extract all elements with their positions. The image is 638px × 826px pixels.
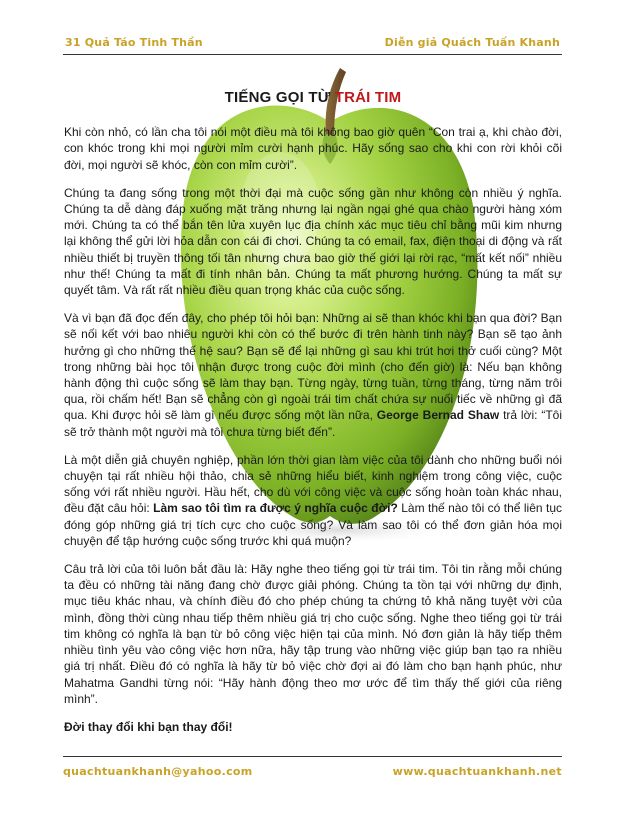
closing-line: Đời thay đổi khi bạn thay đổi! [64, 719, 233, 734]
paragraph-3-name-bold: George Bernad Shaw [376, 408, 500, 423]
book-title: 31 Quả Táo Tinh Thần [65, 36, 203, 49]
paragraph-4-question-bold: Làm sao tôi tìm ra được ý nghĩa cuộc đời? [153, 501, 398, 516]
paragraph-2: Chúng ta đang sống trong một thời đại mà cuộc sống gần như không còn nhiều ý nghĩa. Chúng ta dễ dàng đáp xuống mặt trăng nhưng lại ngần ngại ghé qua chào người hàng xóm mới. Chúng ta có thể bắn tên lửa xuyên lục địa chính xác mục tiêu chỉ bằng mũi kim nhưng lại không thể gửi lời hỏa dẫn con cái đi chơi. Chúng ta có email, fax, điện thoại di động và rất nhiều thiết bị truyền thông tối tân nhưng chưa bao giờ thế giới lại rời rạc, “mất kết nối” nhiều như thế! Chúng ta mất đi tính nhân bản. Chúng ta mất phương hướng. Chúng ta mất sự quyết tâm. Và rất rất nhiều điều quan trọng khác của cuộc sống. [64, 185, 562, 298]
paragraph-1: Khi còn nhỏ, có lần cha tôi nói một điều mà tôi không bao giờ quên “Con trai ạ, khi chào đời, con khóc trong khi mọi người mỉm cười hạnh phúc. Hãy sống sao cho khi con rời khỏi cõi đời, mọi người sẽ khóc, còn con mỉm cười”. [64, 125, 562, 172]
paragraph-3 [64, 310, 562, 440]
paragraph-3-text-a: Và vì bạn đã đọc đến đây, cho phép tôi hỏi bạn: Những ai sẽ than khóc khi bạn qua đời? Bạn sẽ nối kết với bao nhiêu người khi còn có thể bước đi trên hành tinh này? Bạn sẽ tạo ảnh hưởng gì cho những thế hệ sau? Bạn sẽ để lại những gì sau khi trút hơi thở cuối cùng? Một trong những bài học tôi nhận được trong cuộc đời mình (cho đến giờ) là: Nếu bạn không hành động thì cuộc sống sẽ làm thay bạn. Từng ngày, từng tuần, từng tháng, từng năm trôi qua, rồi chấm hết! Bạn sẽ chẳng còn gì ngoài trái tim chất chứa sự nuối tiếc về những gì đã qua. Khi được hỏi sẽ làm gì nếu được sống một lần nữa, [64, 311, 562, 423]
footer-website: www.quachtuankhanh.net [392, 765, 562, 778]
paragraph-3-text-b: trả lời: “Tôi sẽ trở thành một người mà tôi chưa từng biết đến”. [64, 408, 562, 439]
footer-email: quachtuankhanh@yahoo.com [63, 765, 253, 778]
article-title [64, 90, 562, 106]
page-footer [63, 763, 562, 781]
paragraph-5: Câu trả lời của tôi luôn bắt đầu là: Hãy nghe theo tiếng gọi từ trái tim. Tôi tin rằng mỗi chúng ta đều có những tài năng đang chờ được giải phóng. Chúng ta tồn tại với những dự định, mục tiêu khác nhau, và chính điều đó cho phép chúng ta chứng tỏ khả năng tuyệt vời của mình, đồng thời cùng nhau tiếp thêm nhiều giá trị cho cuộc sống. Nghe theo tiếng gọi từ trái tim không có nghĩa là bạn từ bỏ công việc hiện tại của mình. Nó đơn giản là hãy tiếp thêm nhiều tình yêu vào công việc hơn nữa, hãy tập trung vào những việc giúp bạn tạo ra nhiều giá trị nhất. Điều đó có nghĩa là hãy từ bỏ việc chờ đợi ai đó làm cho bạn hạnh phúc, như Mahatma Gandhi từng nói: “Hãy hành động theo mơ ước để tìm thấy thế giới của riêng mình”. [64, 562, 562, 706]
article-body [64, 90, 562, 747]
footer-divider [63, 756, 562, 757]
paragraph-4-text-b: Làm thế nào tôi có thể liên tục đóng góp những giá trị tích cực cho cuộc sống? Và làm sao tôi có thể đơn giản hóa mọi chuyện để tập hướng cuộc sống trước khi quá muộn? [64, 501, 563, 548]
header-divider [63, 54, 562, 55]
author-credit: Diễn giả Quách Tuấn Khanh [384, 36, 560, 49]
title-main: TIẾNG GỌI TỪ [224, 89, 335, 106]
paragraph-4 [64, 452, 562, 549]
page-header [63, 34, 562, 54]
paragraph-4-text-a: Là một diễn giả chuyên nghiệp, phần lớn thời gian làm việc của tôi dành cho những buổi nói chuyện tại rất nhiều hội thảo, chia sẻ những hiểu biết, kinh nghiệm trong công việc, cuộc sống với rất nhiều người. Hầu hết, cho dù với công việc và cuộc sống hoàn toàn khác nhau, đều đặt câu hỏi: [64, 452, 562, 516]
title-accent: TRÁI TIM [334, 89, 402, 106]
